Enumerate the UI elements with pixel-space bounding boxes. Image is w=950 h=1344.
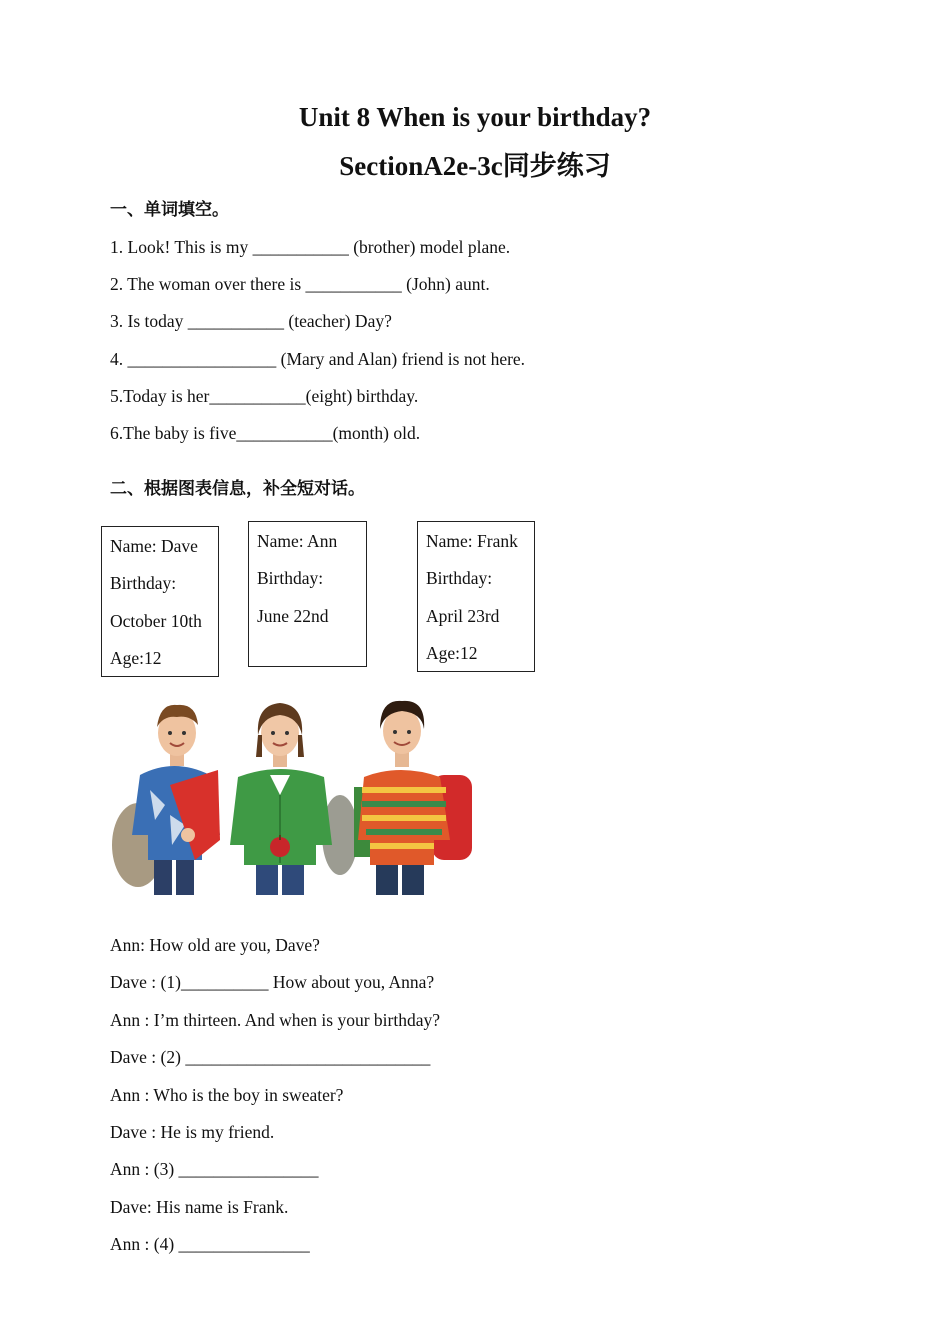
exercise-item: 4. _________________ (Mary and Alan) friend is not here. (110, 349, 526, 369)
card-age: Age:12 (110, 647, 162, 668)
kid-frank-figure (354, 701, 472, 895)
card-birthday: June 22nd (257, 605, 329, 626)
dialogue-line: Ann : (3) ________________ (110, 1159, 319, 1179)
dialogue-line: Dave : (2) ____________________________ (110, 1047, 431, 1067)
kids-photo (110, 695, 472, 895)
page-title: Unit 8 When is your birthday? (298, 102, 652, 132)
page-subtitle: SectionA2e-3c同步练习 (339, 151, 611, 181)
kid-ann-figure (230, 703, 358, 895)
card-name: Name: Ann (257, 531, 338, 551)
card-birthday-label: Birthday: (110, 573, 177, 594)
card-birthday-label: Birthday: (426, 568, 493, 589)
exercise-item: 2. The woman over there is ___________ (John) aunt. (110, 274, 490, 294)
info-card-frank (417, 521, 535, 672)
dialogue-line: Dave : (1)__________ How about you, Anna? (110, 972, 435, 992)
card-age: Age:12 (426, 642, 478, 663)
section-heading-1: 一、单词填空。 (110, 200, 229, 220)
card-birthday: April 23rd (426, 605, 500, 626)
card-age (257, 642, 358, 679)
dialogue-line: Ann : (4) _______________ (110, 1234, 310, 1254)
kid-dave-figure (112, 705, 220, 895)
dialogue-line: Ann : Who is the boy in sweater? (110, 1085, 344, 1105)
card-birthday: October 10th (110, 610, 202, 631)
card-name: Name: Dave (110, 536, 198, 556)
section-heading-2: 二、根据图表信息，补全短对话。 (110, 479, 365, 499)
dialogue-line: Dave : He is my friend. (110, 1122, 275, 1142)
dialogue-line: Dave: His name is Frank. (110, 1197, 289, 1217)
dialogue-line: Ann : I’m thirteen. And when is your birthday? (110, 1010, 441, 1030)
dialogue-line: Ann: How old are you, Dave? (110, 935, 320, 955)
info-card-dave (101, 526, 219, 677)
exercise-item: 6.The baby is five___________(month) old. (110, 423, 421, 443)
exercise-item: 3. Is today ___________ (teacher) Day? (110, 311, 392, 331)
exercise-item: 5.Today is her___________(eight) birthday. (110, 386, 419, 406)
card-birthday-label: Birthday: (257, 568, 324, 589)
info-card-ann (248, 521, 367, 667)
card-name: Name: Frank (426, 531, 518, 551)
exercise-item: 1. Look! This is my ___________ (brother) model plane. (110, 237, 511, 257)
